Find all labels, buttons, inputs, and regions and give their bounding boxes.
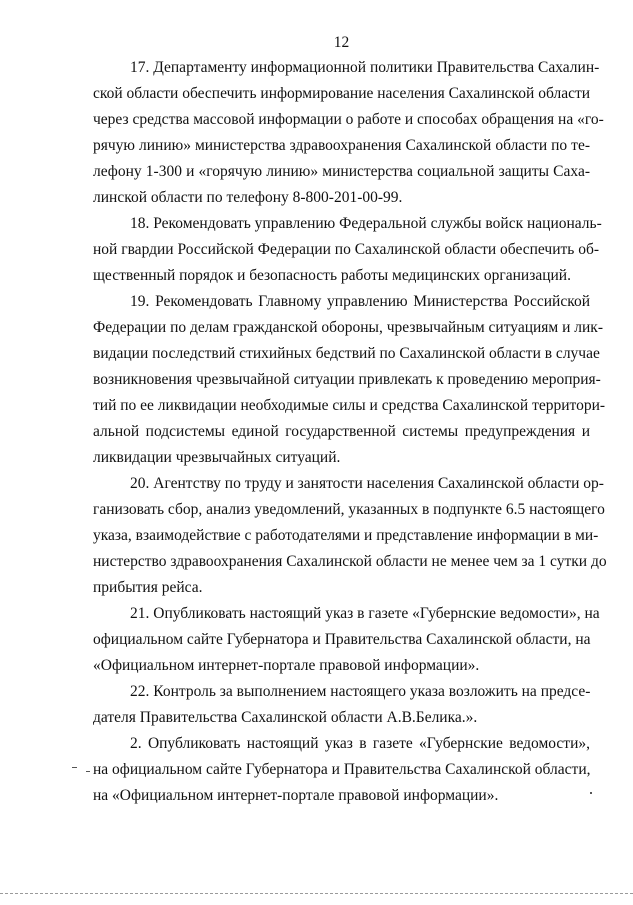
paragraph-18 [93, 211, 602, 289]
text-line: 20. Агентству по труду и занятости населения Сахалинской области ор- [130, 475, 604, 492]
text-line: на официальном сайте Губернатора и Правительства Сахалинской области, [93, 761, 591, 778]
scan-speck [590, 792, 592, 794]
text-line: дателя Правительства Сахалинской области А.В.Белика.». [93, 709, 478, 726]
text-line: ской области обеспечить информирование населения Сахалинской области [93, 85, 591, 102]
text-line: 21. Опубликовать настоящий указ в газете «Губернские ведомости», на [130, 605, 600, 622]
text-line: рячую линию» министерства здравоохранения Сахалинской области по те- [93, 137, 590, 154]
text-line: тий по ее ликвидации необходимые силы и средства Сахалинской территори- [93, 397, 606, 414]
paragraph-20 [93, 471, 607, 601]
text-line: линской области по телефону 8-800-201-00-99. [93, 189, 403, 206]
document-body [93, 55, 607, 809]
text-line: через средства массовой информации о работе и способах обращения на «го- [93, 111, 604, 128]
page-number: 12 [333, 34, 350, 51]
text-line: ганизовать сбор, анализ уведомлений, указанных в подпункте 6.5 настоящего [93, 501, 605, 518]
text-line: официальном сайте Губернатора и Правительства Сахалинской области, на [93, 631, 591, 648]
text-line: 19. Рекомендовать Главному управлению Министерства Российской [130, 293, 590, 310]
paragraph-19 [93, 289, 606, 471]
text-line: прибытия рейса. [93, 579, 203, 596]
paragraph-2 [93, 731, 590, 809]
text-line: видации последствий стихийных бедствий по Сахалинской области в случае [93, 345, 600, 362]
text-line: 17. Департаменту информационной политики Правительства Сахалин- [130, 59, 600, 76]
text-line: щественный порядок и безопасность работы медицинских организаций. [93, 267, 571, 284]
text-line: лефону 1-300 и «горячую линию» министерства социальной защиты Саха- [93, 163, 590, 180]
paragraph-21 [93, 601, 600, 679]
text-line: указа, взаимодействие с работодателями и представление информации в ми- [93, 527, 599, 544]
text-line: 2. Опубликовать настоящий указ в газете «Губернские ведомости», [130, 735, 590, 752]
paragraph-17 [93, 55, 604, 211]
text-line: ликвидации чрезвычайных ситуаций. [93, 449, 341, 466]
scan-speck [72, 767, 77, 768]
scan-speck [86, 771, 90, 772]
text-line: альной подсистемы единой государственной системы предупреждения и [93, 423, 590, 440]
text-line: «Официальном интернет-портале правовой информации». [93, 657, 480, 674]
text-line: нистерство здравоохранения Сахалинской области не менее чем за 1 сутки до [93, 553, 607, 570]
text-line: возникновения чрезвычайной ситуации привлекать к проведению мероприя- [93, 371, 601, 388]
text-line: ной гвардии Российской Федерации по Сахалинской области обеспечить об- [93, 241, 600, 258]
text-line: 22. Контроль за выполнением настоящего указа возложить на предсе- [130, 683, 591, 700]
scan-edge-line [0, 893, 633, 894]
text-line: на «Официальном интернет-портале правовой информации». [93, 787, 499, 804]
paragraph-22 [93, 679, 590, 731]
text-line: 18. Рекомендовать управлению Федеральной службы войск националь- [130, 215, 602, 232]
text-line: Федерации по делам гражданской обороны, чрезвычайным ситуациям и лик- [93, 319, 604, 336]
